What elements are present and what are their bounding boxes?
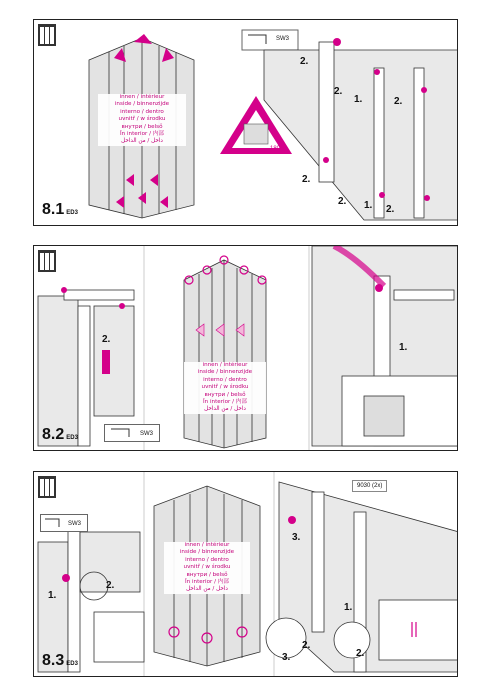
- step-8-2-illustration: [34, 246, 458, 451]
- allen-key: [242, 30, 298, 50]
- callout-2b: 2.: [302, 640, 311, 651]
- allen-key-box-3: SW3: [40, 514, 88, 532]
- callout-2c: 2.: [356, 648, 365, 659]
- part-badge: 9030 (2x): [352, 480, 387, 492]
- step-panel-8-2: [33, 245, 458, 451]
- callout-1a: 1.: [48, 590, 57, 601]
- step-panel-8-1: [33, 19, 458, 226]
- callout-2c: 2.: [394, 96, 403, 107]
- door-frame-detail-right: [312, 246, 458, 446]
- callout-1: 1.: [399, 342, 408, 353]
- callout-2e: 2.: [338, 196, 347, 207]
- callout-2b: 2.: [334, 86, 343, 97]
- shower-icon: [38, 476, 56, 498]
- rotation-label: 180°: [270, 146, 283, 152]
- callout-2d: 2.: [302, 174, 311, 185]
- callout-2a: 2.: [106, 580, 115, 591]
- callout-2a: 2.: [300, 56, 309, 67]
- shower-enclosure: [184, 260, 266, 448]
- callout-2: 2.: [102, 334, 111, 345]
- shower-icon: [38, 250, 56, 272]
- step-panel-8-3: [33, 471, 458, 677]
- interior-text-1: innen / intérieur inside / binnenzijde interno / dentro uvnitř / w środku внутри / belső În interior / 内部 داخل / من الداخل: [98, 94, 186, 146]
- callout-1b: 1.: [364, 200, 373, 211]
- door-frame-detail: [38, 290, 134, 446]
- callout-2f: 2.: [386, 204, 395, 215]
- door-frame-detail: [264, 42, 458, 220]
- allen-key-box: SW3: [104, 424, 160, 442]
- step-number-8-2: 8.2 ED3: [42, 426, 78, 443]
- shower-icon: [38, 24, 56, 46]
- callout-3a: 3.: [292, 532, 301, 543]
- callout-3b: 3.: [282, 652, 291, 663]
- interior-text-3: innen / intérieur inside / binnenzijde interno / dentro uvnitř / w środku внутри / belső În interior / 内部 داخل / من الداخل: [164, 542, 250, 594]
- callout-1a: 1.: [354, 94, 363, 105]
- step-number-8-1: 8.1 ED3: [42, 201, 78, 218]
- callout-1b: 1.: [344, 602, 353, 613]
- interior-text-2: innen / intérieur inside / binnenzijde interno / dentro uvnitř / w środku внутри / belső În interior / 内部 داخل / من الداخل: [184, 362, 266, 414]
- step-number-8-3: 8.3 ED3: [42, 652, 78, 669]
- tool-label-1: SW3: [276, 36, 290, 42]
